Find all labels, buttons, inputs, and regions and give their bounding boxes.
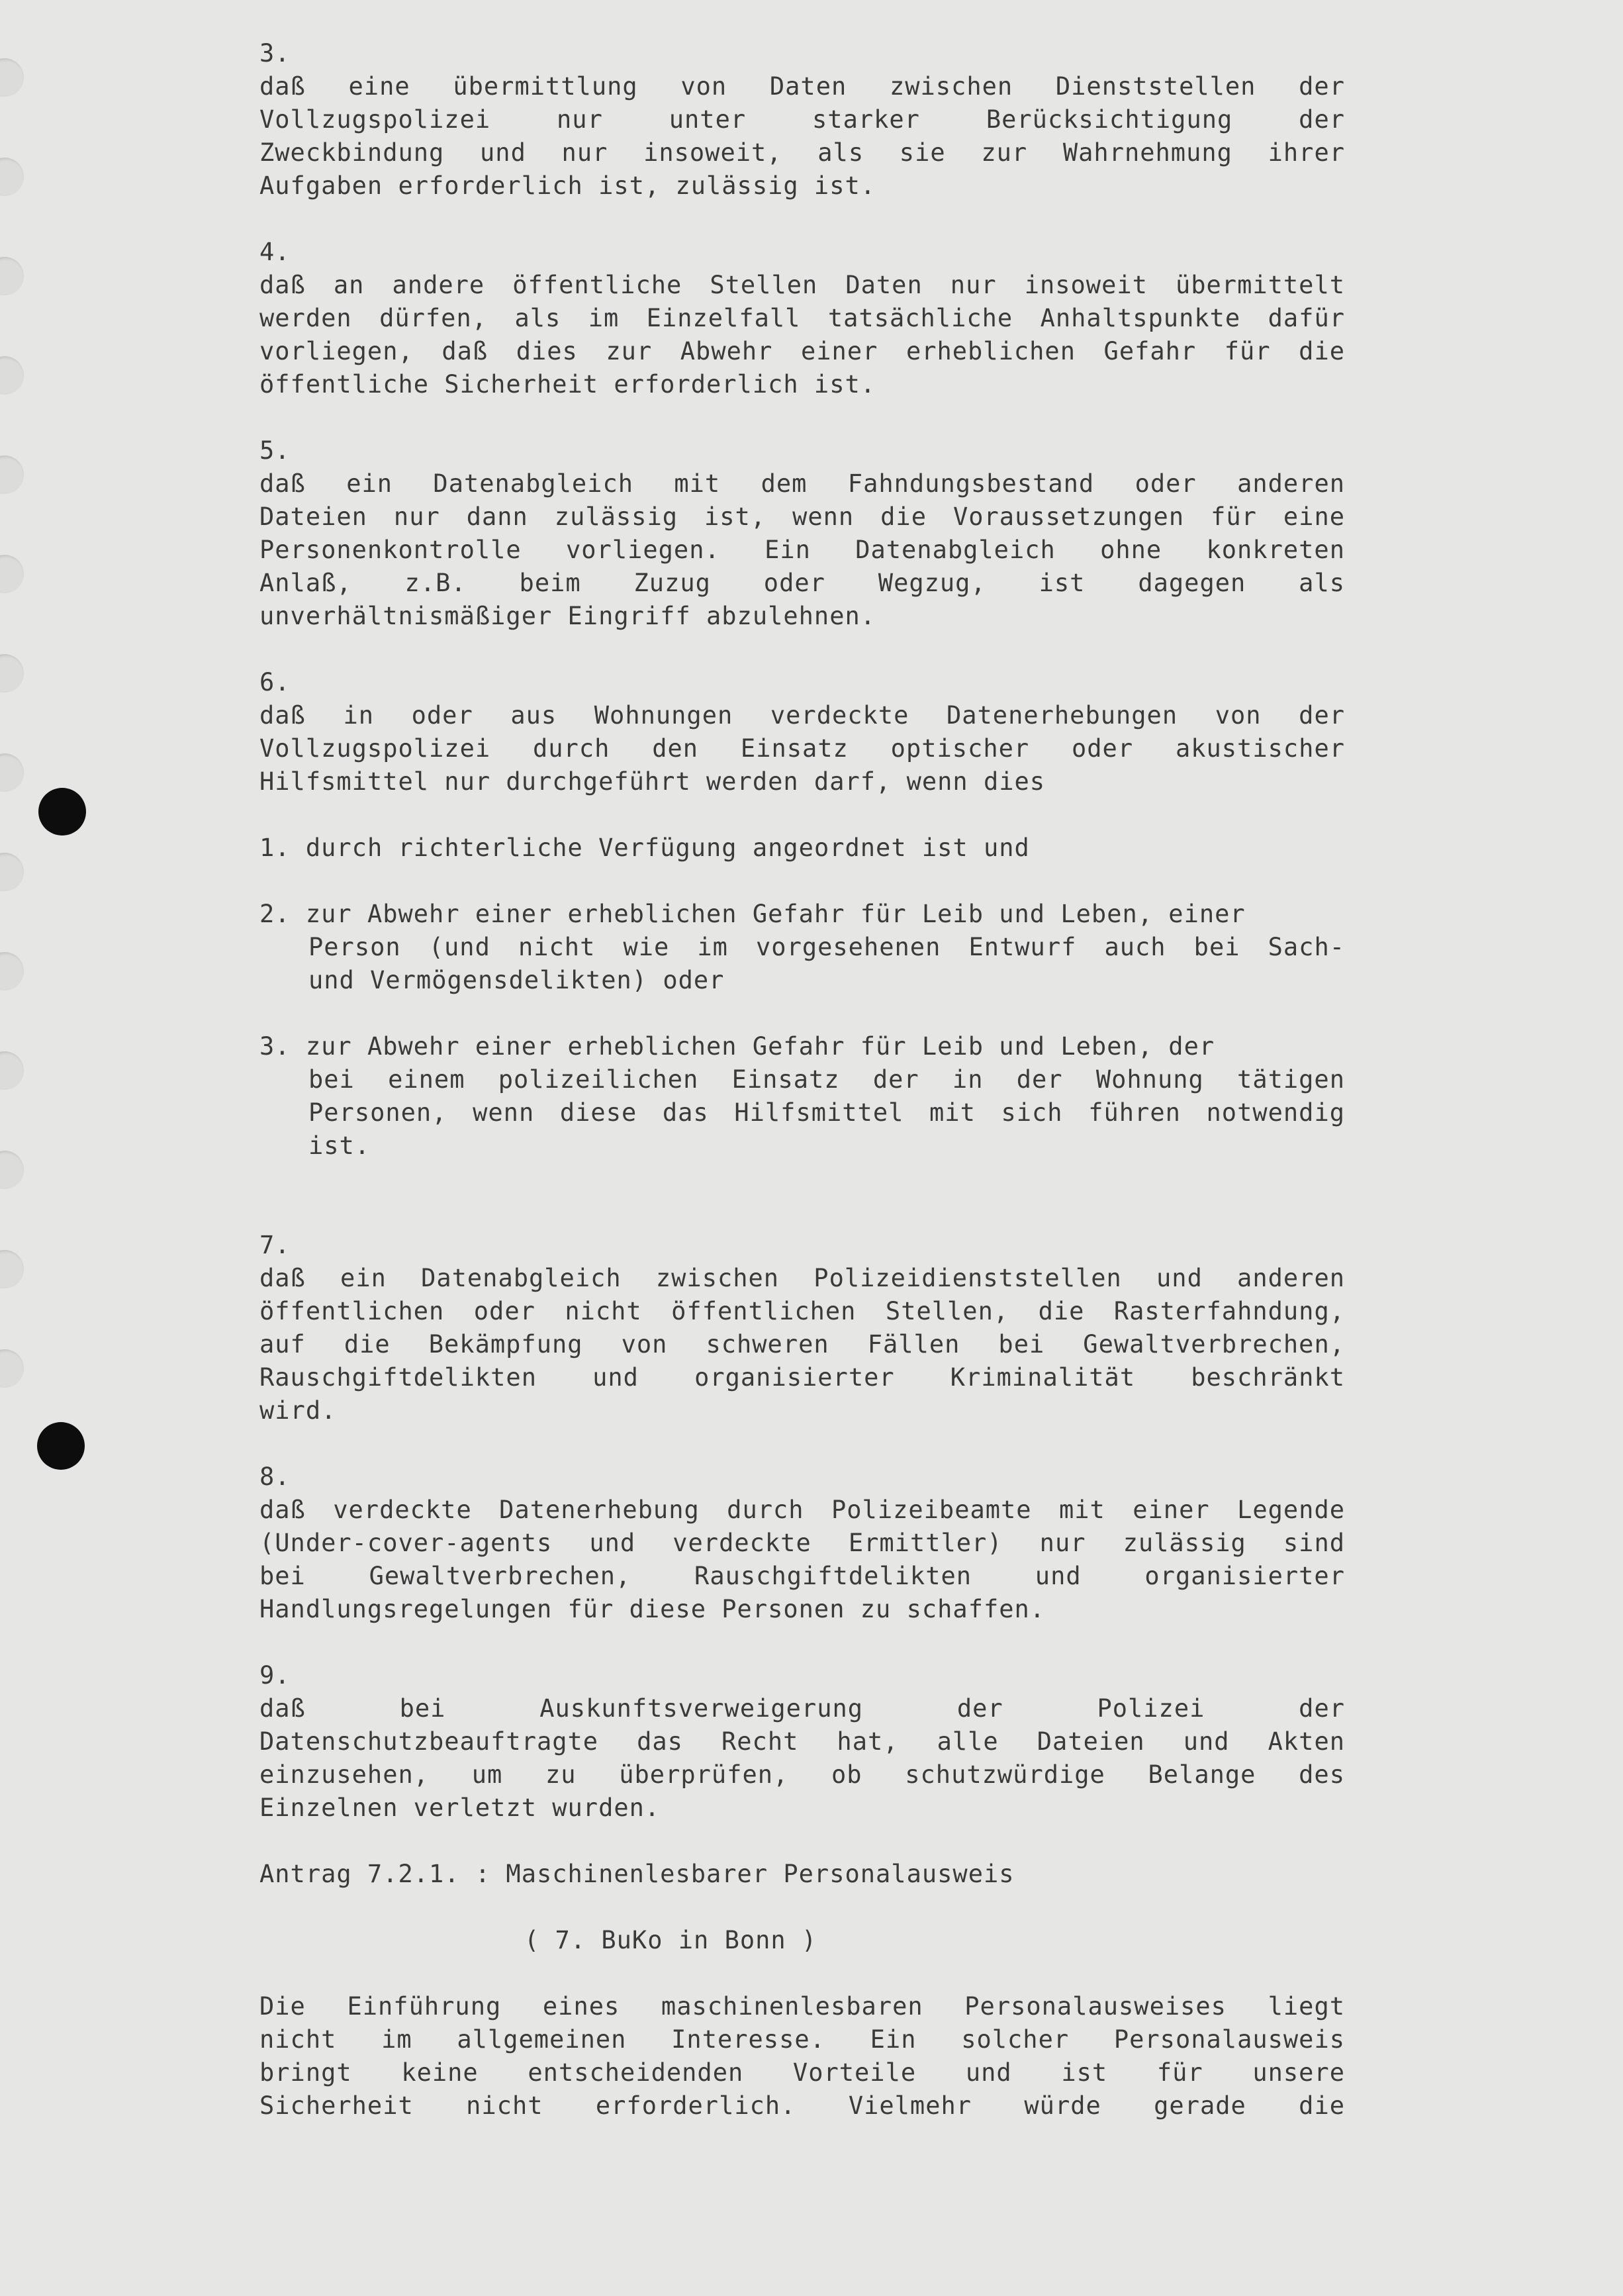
text-line: Die Einführung eines maschinenlesbaren Personalausweises liegt [259,1992,1345,2021]
punch-hole [0,952,24,990]
list-number: 3. [259,1032,291,1061]
list-item [259,832,1345,865]
list-text: bei einem polizeilichen Einsatz der in der Wohnung tätigen [308,1065,1345,1094]
text-line: Hilfsmittel nur durchgeführt werden darf, wenn dies [259,767,1046,796]
punch-hole [0,158,24,196]
text-line: Sicherheit nicht erforderlich. Vielmehr würde gerade die [259,2091,1345,2120]
list-text: zur Abwehr einer erheblichen Gefahr für Leib und Leben, einer [305,900,1246,928]
section-number: 9. [259,1661,291,1690]
list-text: zur Abwehr einer erheblichen Gefahr für Leib und Leben, der [305,1032,1215,1061]
text-line: Handlungsregelungen für diese Personen zu schaffen. [259,1595,1046,1623]
text-line: bei Gewaltverbrechen, Rauschgiftdelikten und organisierter [259,1562,1345,1590]
list-number: 1. [259,834,291,862]
text-line: (Under-cover-agents und verdeckte Ermittler) nur zulässig sind [259,1529,1345,1557]
punch-hole [0,853,24,891]
binder-hole-mark [37,1422,85,1470]
text-line: daß an andere öffentliche Stellen Daten nur insoweit übermittelt [259,271,1345,299]
punch-hole [0,1250,24,1288]
list-number: 2. [259,900,291,928]
text-line: einzusehen, um zu überprüfen, ob schutzwürdige Belange des [259,1760,1345,1789]
text-line: Einzelnen verletzt wurden. [259,1794,661,1822]
list-text: Personen, wenn diese das Hilfsmittel mit sich führen notwendig [308,1098,1345,1127]
text-line: daß ein Datenabgleich mit dem Fahndungsbestand oder anderen [259,469,1345,498]
document-body [259,37,1345,2123]
punch-hole [0,753,24,792]
text-line: daß in oder aus Wohnungen verdeckte Datenerhebungen von der [259,701,1345,730]
text-line: daß eine übermittlung von Daten zwischen Dienststellen der [259,72,1345,101]
binder-hole-mark [38,788,86,836]
list-text: durch richterliche Verfügung angeordnet ist und [305,834,1030,862]
text-line: Zweckbindung und nur insoweit, als sie zur Wahrnehmung ihrer [259,138,1345,167]
punch-hole [0,58,24,97]
punch-hole [0,356,24,395]
text-line: Rauschgiftdelikten und organisierter Kriminalität beschränkt [259,1363,1345,1392]
punch-hole [0,455,24,494]
text-line: bringt keine entscheidenden Vorteile und ist für unsere [259,2058,1345,2087]
punch-hole [0,555,24,593]
text-line: auf die Bekämpfung von schweren Fällen bei Gewaltverbrechen, [259,1330,1345,1359]
section-number: 3. [259,39,291,68]
text-line: nicht im allgemeinen Interesse. Ein solcher Personalausweis [259,2025,1345,2054]
text-line: Dateien nur dann zulässig ist, wenn die Voraussetzungen für eine [259,502,1345,531]
text-line: Anlaß, z.B. beim Zuzug oder Wegzug, ist dagegen als [259,569,1345,597]
punch-hole [0,1051,24,1090]
text-line: daß bei Auskunftsverweigerung der Polizei der [259,1694,1345,1723]
text-line: vorliegen, daß dies zur Abwehr einer erheblichen Gefahr für die [259,337,1345,365]
text-line: öffentlichen oder nicht öffentlichen Stellen, die Rasterfahndung, [259,1297,1345,1325]
list-text: und Vermögensdelikten) oder [308,966,725,994]
section-number: 7. [259,1231,291,1259]
text-line: Datenschutzbeauftragte das Recht hat, alle Dateien und Akten [259,1727,1345,1756]
text-line: Aufgaben erforderlich ist, zulässig ist. [259,171,876,200]
text-line: daß ein Datenabgleich zwischen Polizeidienststellen und anderen [259,1264,1345,1292]
text-line: Vollzugspolizei durch den Einsatz optischer oder akustischer [259,734,1345,763]
text-line: werden dürfen, als im Einzelfall tatsächliche Anhaltspunkte dafür [259,304,1345,332]
list-text: ist. [308,1131,371,1160]
punch-hole [0,654,24,693]
text-line: unverhältnismäßiger Eingriff abzulehnen. [259,602,876,630]
text-line: wird. [259,1396,337,1425]
text-line: öffentliche Sicherheit erforderlich ist. [259,370,876,399]
list-text: Person (und nicht wie im vorgesehenen Entwurf auch bei Sach- [308,933,1345,961]
punch-hole [0,1349,24,1388]
section-number: 8. [259,1462,291,1491]
punch-hole [0,257,24,295]
text-line: Personenkontrolle vorliegen. Ein Datenabgleich ohne konkreten [259,536,1345,564]
section-number: 6. [259,668,291,696]
section-number: 5. [259,436,291,465]
motion-subtitle: ( 7. BuKo in Bonn ) [524,1926,817,1954]
motion-title: Antrag 7.2.1. : Maschinenlesbarer Personalausweis [259,1860,1015,1888]
text-line: Vollzugspolizei nur unter starker Berücksichtigung der [259,105,1345,134]
list-item [259,1030,1345,1063]
list-item [259,898,1345,931]
punch-hole [0,1151,24,1189]
section-number: 4. [259,238,291,266]
text-line: daß verdeckte Datenerhebung durch Polizeibeamte mit einer Legende [259,1496,1345,1524]
